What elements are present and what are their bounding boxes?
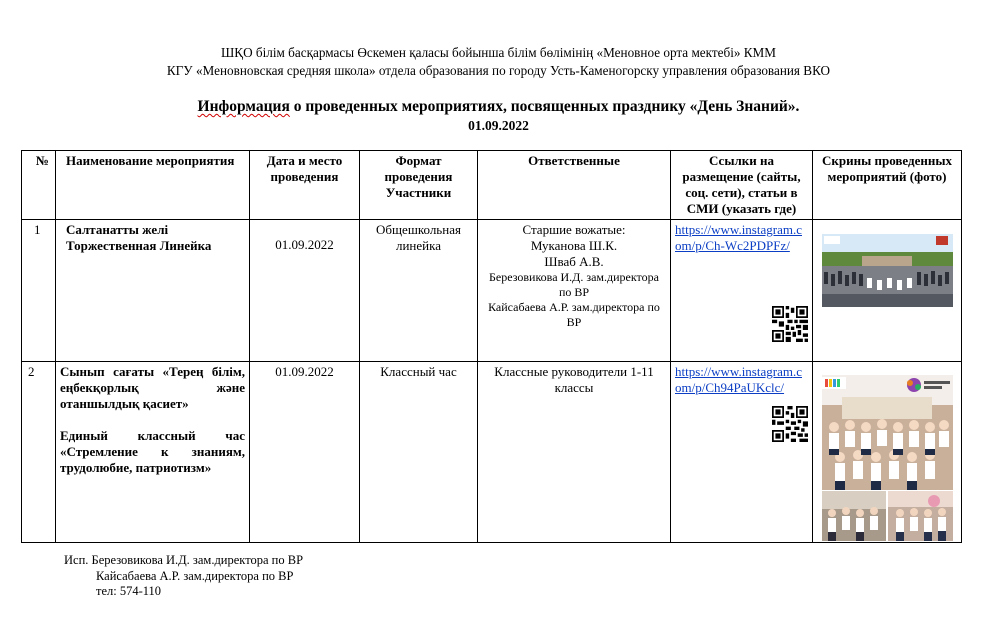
instagram-link[interactable]: https://www.instagram.com/p/Ch-Wc2PDPFz/ (675, 222, 802, 253)
class-students-photo (822, 375, 953, 490)
event-date: 01.09.2022 (250, 220, 360, 362)
instagram-link[interactable]: https://www.instagram.com/p/Ch94PaUKclc/ (675, 364, 802, 395)
header-line-1: ШҚО білім басқармасы Өскемен қаласы бойынша білім бөлімінің «Меновное орта мектебі» КММ (220, 45, 776, 60)
event-responsible: Классные руководители 1-11 классы (478, 362, 671, 543)
event-name-kz: Сынып сағаты «Терең білім, еңбекқорлық және отаншылдық қасиет» (60, 364, 245, 411)
class-hour-photo (822, 375, 953, 490)
table-row (22, 362, 962, 543)
event-format: Классный час (360, 362, 478, 543)
qr-code-icon (772, 306, 808, 342)
event-name (56, 220, 250, 362)
event-name (56, 362, 250, 543)
header-responsible: Ответственные (478, 151, 671, 220)
event-link-cell (671, 362, 813, 543)
class-hour-photo-small-2 (888, 491, 953, 541)
header-no: № (22, 151, 56, 220)
resp-person-2: Шваб А.В. (544, 254, 604, 269)
class-hour-photo-small-1 (822, 491, 886, 541)
resp-title: Старшие вожатые: (522, 222, 626, 237)
qr-code-icon (772, 406, 808, 442)
event-date: 01.09.2022 (250, 362, 360, 543)
event-link-cell (671, 220, 813, 362)
event-name-ru: Торжественная Линейка (66, 238, 212, 253)
footer-phone: тел: 574-110 (96, 584, 162, 598)
line-ceremony-photo (822, 234, 953, 307)
event-name-kz: Салтанатты желі (66, 222, 169, 237)
footer-executor: Исп. Березовикова И.Д. зам.директора по ВР (64, 553, 304, 567)
resp-person-3: Березовикова И.Д. зам.директора по ВР (489, 270, 659, 299)
row-number: 2 (22, 362, 56, 543)
header-format: Формат проведения Участники (360, 151, 478, 220)
table-header-row (22, 151, 962, 220)
document-date: 01.09.2022 (468, 118, 529, 133)
students-group-photo (822, 491, 886, 541)
title-word-info: Информация (197, 98, 290, 115)
resp-person-1: Муканова Ш.К. (530, 238, 618, 253)
header-links: Ссылки на размещение (сайты, соц. сети), статьи в СМИ (указать где) (671, 151, 813, 220)
footer-executor-2: Кайсабаева А.Р. зам.директора по ВР (96, 569, 294, 583)
event-name-ru: Единый классный час «Стремление к знаниям, трудолюбие, патриотизм» (60, 428, 245, 475)
header-name: Наименование мероприятия (56, 151, 250, 220)
events-table (21, 150, 962, 543)
table-row (22, 220, 962, 362)
header-date: Дата и место проведения (250, 151, 360, 220)
event-responsible (478, 220, 671, 362)
event-format: Общешкольная линейка (360, 220, 478, 362)
header-line-2: КГУ «Меновновская средняя школа» отдела образования по городу Усть-Каменогорску управления образования ВКО (166, 63, 831, 78)
document-title (0, 98, 997, 116)
resp-person-4: Кайсабаева А.Р. зам.директора по ВР (488, 300, 660, 329)
header-screens: Скрины проведенных мероприятий (фото) (813, 151, 962, 220)
title-rest: о проведенных мероприятиях, посвященных празднику «День Знаний». (289, 98, 800, 115)
row-number: 1 (22, 220, 56, 362)
students-group-photo (888, 491, 953, 541)
school-yard-photo (822, 234, 953, 307)
